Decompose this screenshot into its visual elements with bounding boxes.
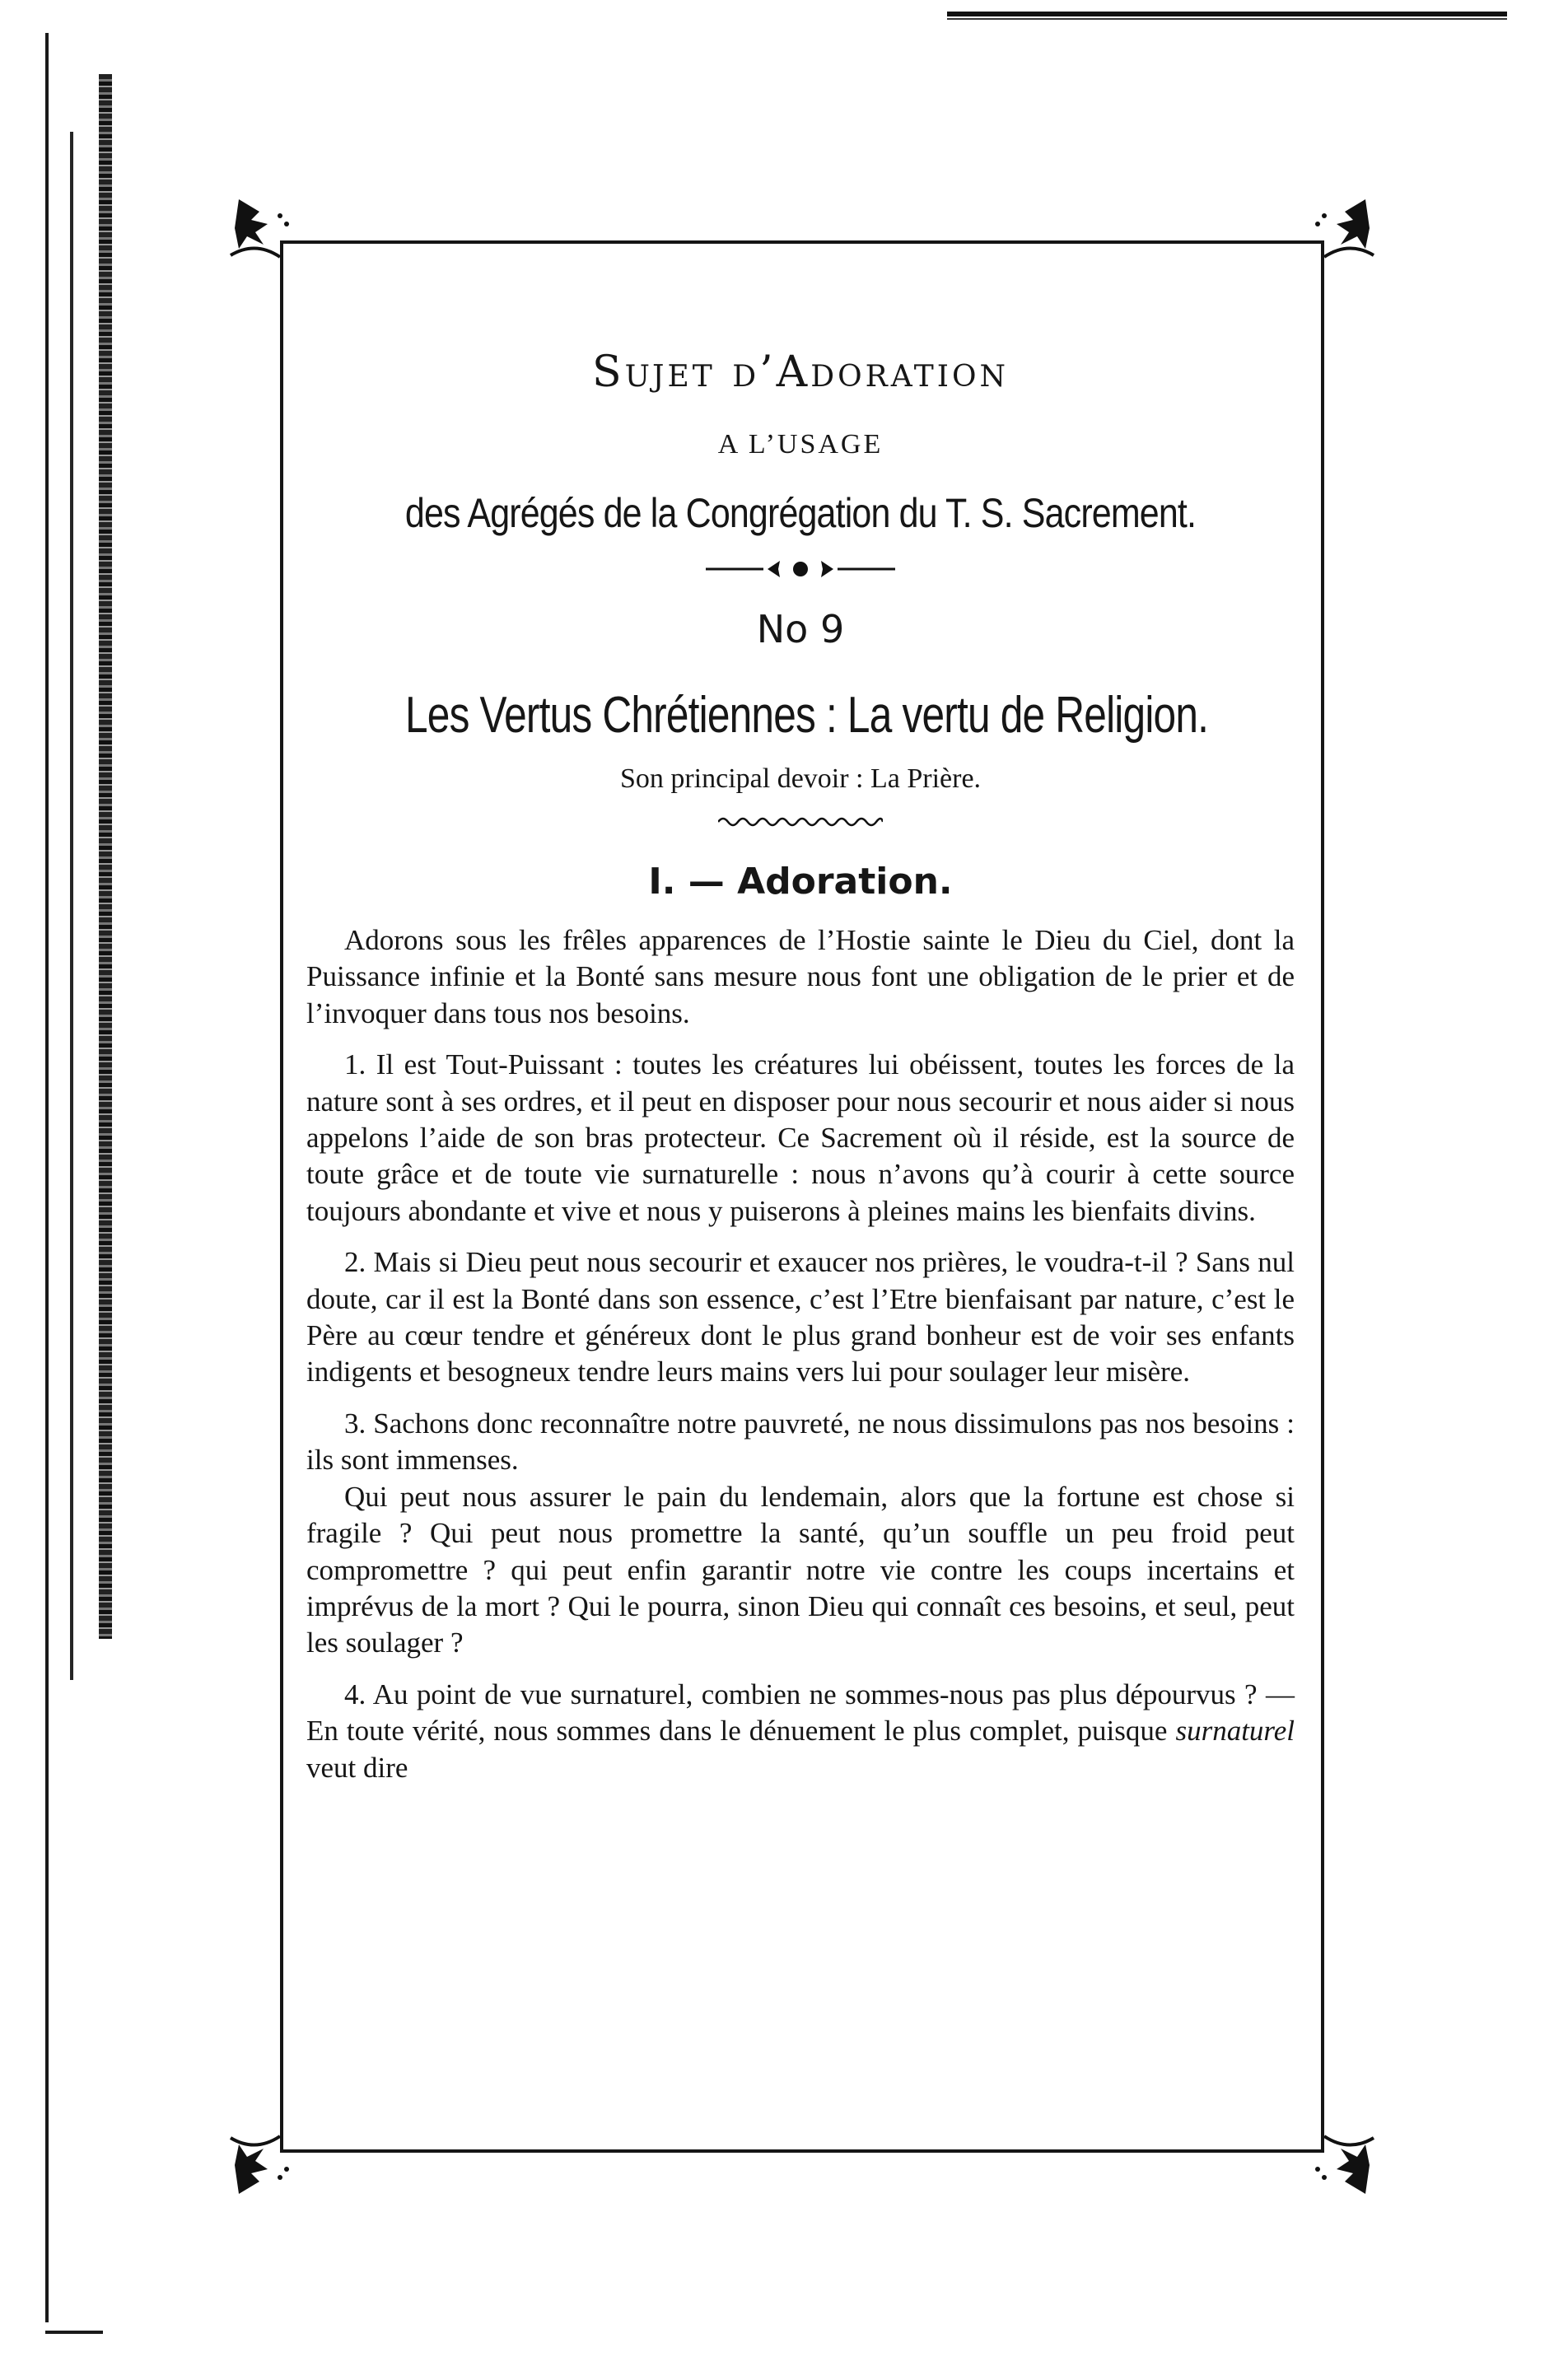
frame-top-line bbox=[280, 240, 1324, 244]
paragraph: 1. Il est Tout-Puissant : toutes les créatures lui obéissent, toutes les forces de la nature sont à ses ordres, et il peut en disposer pour nous secourir et nous aider si nous appelons l’aide de son bras protecteur. Ce Sacrement où il réside, est la source de toute grâce et de toute vie surnaturelle : nous n’avons qu’à courir à cette source toujours abondante et vive et nous y puiserons à pleines mains les bienfaits divins. bbox=[306, 1048, 1295, 1227]
vine-leaf-corner-icon bbox=[1308, 2128, 1382, 2202]
binding-foot bbox=[45, 2331, 103, 2334]
frame-right-line bbox=[1321, 240, 1324, 2153]
page-title: Sujet d’Adoration bbox=[592, 348, 1009, 397]
paragraph-last-end: veut dire bbox=[306, 1751, 408, 1784]
paragraph: 3. Sachons donc reconnaître notre pauvreté, ne nous dissimulons pas nos besoins : ils sont immenses. bbox=[306, 1407, 1295, 1477]
body-text bbox=[306, 922, 1295, 1786]
frame-left-line bbox=[280, 240, 283, 2153]
paragraph: Adorons sous les frêles apparences de l’Hostie sainte le Dieu du Ciel, dont la Puissance infinie et la Bonté sans mesure nous font une obligation de le prier et de l’invoquer dans tous nos besoins. bbox=[306, 924, 1295, 1029]
binding-edge bbox=[45, 33, 49, 2322]
paragraph-last-start: 4. Au point de vue surnaturel, combien ne sommes-nous pas plus dépourvus ? — En toute vérité, nous sommes dans le dénuement le plus complet, puisque bbox=[306, 1678, 1295, 1748]
vine-leaf-corner-icon bbox=[222, 191, 296, 265]
page-content bbox=[306, 247, 1295, 1801]
section-heading: I. — Adoration. bbox=[648, 861, 953, 903]
issue-number: No 9 bbox=[756, 607, 845, 651]
binding-stitching bbox=[99, 74, 112, 1639]
page-subtitle: A L’USAGE bbox=[717, 429, 884, 460]
main-heading: Les Vertus Chrétiennes : La vertu de Religion. bbox=[405, 687, 1209, 744]
sub-heading: Son principal devoir : La Prière. bbox=[619, 763, 982, 794]
italic-word: surnaturel bbox=[1175, 1715, 1295, 1748]
frame-bottom-line bbox=[280, 2149, 1324, 2153]
wavy-rule-icon bbox=[718, 815, 883, 828]
paragraph: 2. Mais si Dieu peut nous secourir et exaucer nos prières, le voudra-t-il ? Sans nul doute, car il est la Bonté dans son essence, c’est l’Etre bienfaisant par nature, c’est le Père au cœur tendre et généreux dont le plus grand bonheur est de voir ses enfants indigents et besogneux tendre leurs mains vers lui pour soulager leur misère. bbox=[306, 1246, 1295, 1388]
fleuron-divider-icon bbox=[706, 557, 895, 581]
vine-leaf-corner-icon bbox=[222, 2128, 296, 2202]
top-rule-thin bbox=[947, 18, 1507, 20]
vine-leaf-corner-icon bbox=[1308, 191, 1382, 265]
paragraph: Qui peut nous assurer le pain du lendemain, alors que la fortune est chose si fragile ? Qui peut nous promettre la santé, qu’un souffle un peu froid peut compromettre ? qui peut enfin garantir notre vie contre les coups incertains et imprévus de la mort ? Qui le pourra, sinon Dieu qui connaît ces besoins, et seul, peut les soulager ? bbox=[306, 1480, 1295, 1659]
top-rule bbox=[947, 12, 1507, 16]
paragraph-last bbox=[306, 1677, 1295, 1786]
congregation-line: des Agrégés de la Congrégation du T. S. Sacrement. bbox=[404, 490, 1197, 536]
binding-line bbox=[70, 132, 73, 1680]
